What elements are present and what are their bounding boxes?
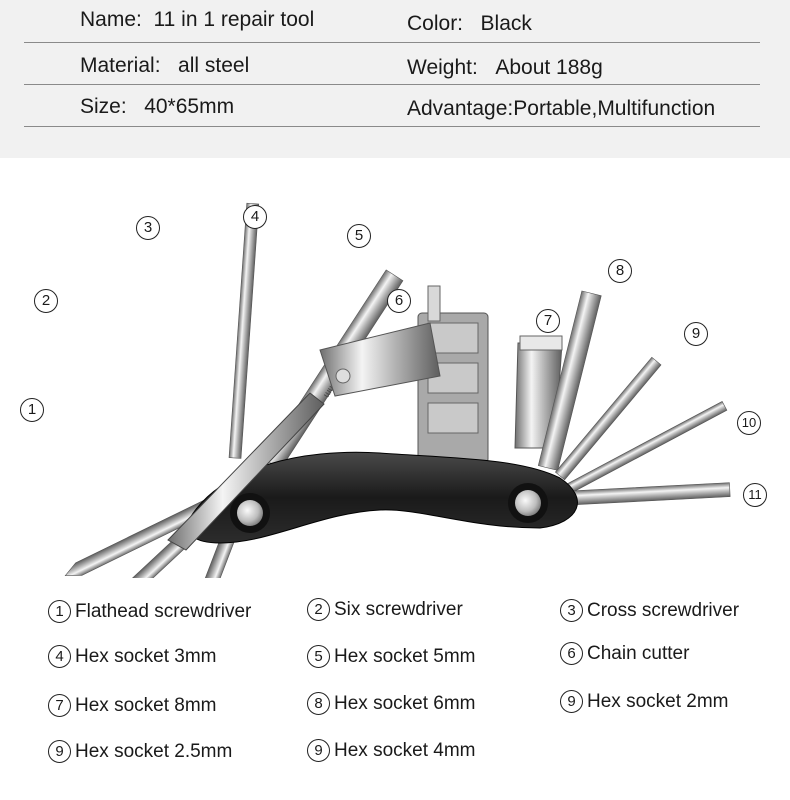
legend-item <box>560 642 689 665</box>
callout-3: 3 <box>136 216 160 240</box>
legend-number: 3 <box>560 599 583 622</box>
spec-weight <box>407 56 603 80</box>
spec-weight-label: Weight: <box>407 56 478 79</box>
legend-item <box>48 600 251 623</box>
divider <box>24 42 760 43</box>
spec-table <box>0 0 790 158</box>
divider <box>24 126 760 127</box>
legend-label: Hex socket 2mm <box>587 690 729 712</box>
spec-advantage-label: Advantage: <box>407 97 514 120</box>
callout-11: 11 <box>743 483 767 507</box>
bit-11-hex-4mm <box>570 483 731 505</box>
legend-number: 9 <box>560 690 583 713</box>
legend-number: 6 <box>560 642 583 665</box>
chain-cutter <box>320 286 488 463</box>
callout-7: 7 <box>536 309 560 333</box>
callout-2: 2 <box>34 289 58 313</box>
spec-weight-value: About 188g <box>495 56 603 79</box>
engraving-text: 5mm <box>321 377 342 400</box>
spec-size-value: 40*65mm <box>144 95 235 118</box>
legend-label: Six screwdriver <box>334 598 463 620</box>
legend-item <box>307 739 475 762</box>
legend-number: 4 <box>48 645 71 668</box>
legend-item <box>48 694 216 717</box>
legend-label: Chain cutter <box>587 642 690 664</box>
spec-material <box>80 54 249 78</box>
legend-number: 8 <box>307 692 330 715</box>
callout-10: 10 <box>737 411 761 435</box>
spec-material-value: all steel <box>178 54 250 77</box>
callout-8: 8 <box>608 259 632 283</box>
multitool-drawing <box>0 158 790 578</box>
legend-label: Flathead screwdriver <box>75 600 252 622</box>
multitool-illustration <box>0 158 790 578</box>
legend-item <box>560 690 728 713</box>
legend-label: Hex socket 4mm <box>334 739 476 761</box>
spec-name-label: Name: <box>80 8 142 31</box>
legend-number: 2 <box>307 598 330 621</box>
legend-label: Hex socket 2.5mm <box>75 740 233 762</box>
legend-item <box>307 598 463 621</box>
legend-number: 5 <box>307 645 330 668</box>
legend-item <box>48 740 232 763</box>
legend-label: Hex socket 8mm <box>75 694 217 716</box>
spec-color-value: Black <box>480 12 532 35</box>
legend-item <box>48 645 216 668</box>
spec-advantage <box>407 97 715 121</box>
legend-label: Hex socket 5mm <box>334 645 476 667</box>
callout-9: 9 <box>684 322 708 346</box>
spec-advantage-value: Portable,Multifunction <box>513 97 716 120</box>
legend-number: 7 <box>48 694 71 717</box>
spec-color-label: Color: <box>407 12 464 35</box>
legend-item <box>560 599 739 622</box>
callout-5: 5 <box>347 224 371 248</box>
bit-4-hex-3mm <box>229 203 259 458</box>
spec-material-label: Material: <box>80 54 161 77</box>
callout-4: 4 <box>243 205 267 229</box>
legend-number: 9 <box>48 740 71 763</box>
spec-size <box>80 95 234 119</box>
callout-6: 6 <box>387 289 411 313</box>
legend-number: 1 <box>48 600 71 623</box>
legend-item <box>307 645 475 668</box>
spec-name <box>80 8 314 32</box>
legend-label: Hex socket 6mm <box>334 692 476 714</box>
legend-label: Cross screwdriver <box>587 599 740 621</box>
legend-label: Hex socket 3mm <box>75 645 217 667</box>
spec-name-value: 11 in 1 repair tool <box>153 8 315 31</box>
divider <box>24 84 760 85</box>
legend-item <box>307 692 475 715</box>
spec-color <box>407 12 532 36</box>
spec-size-label: Size: <box>80 95 127 118</box>
callout-1: 1 <box>20 398 44 422</box>
legend-number: 9 <box>307 739 330 762</box>
